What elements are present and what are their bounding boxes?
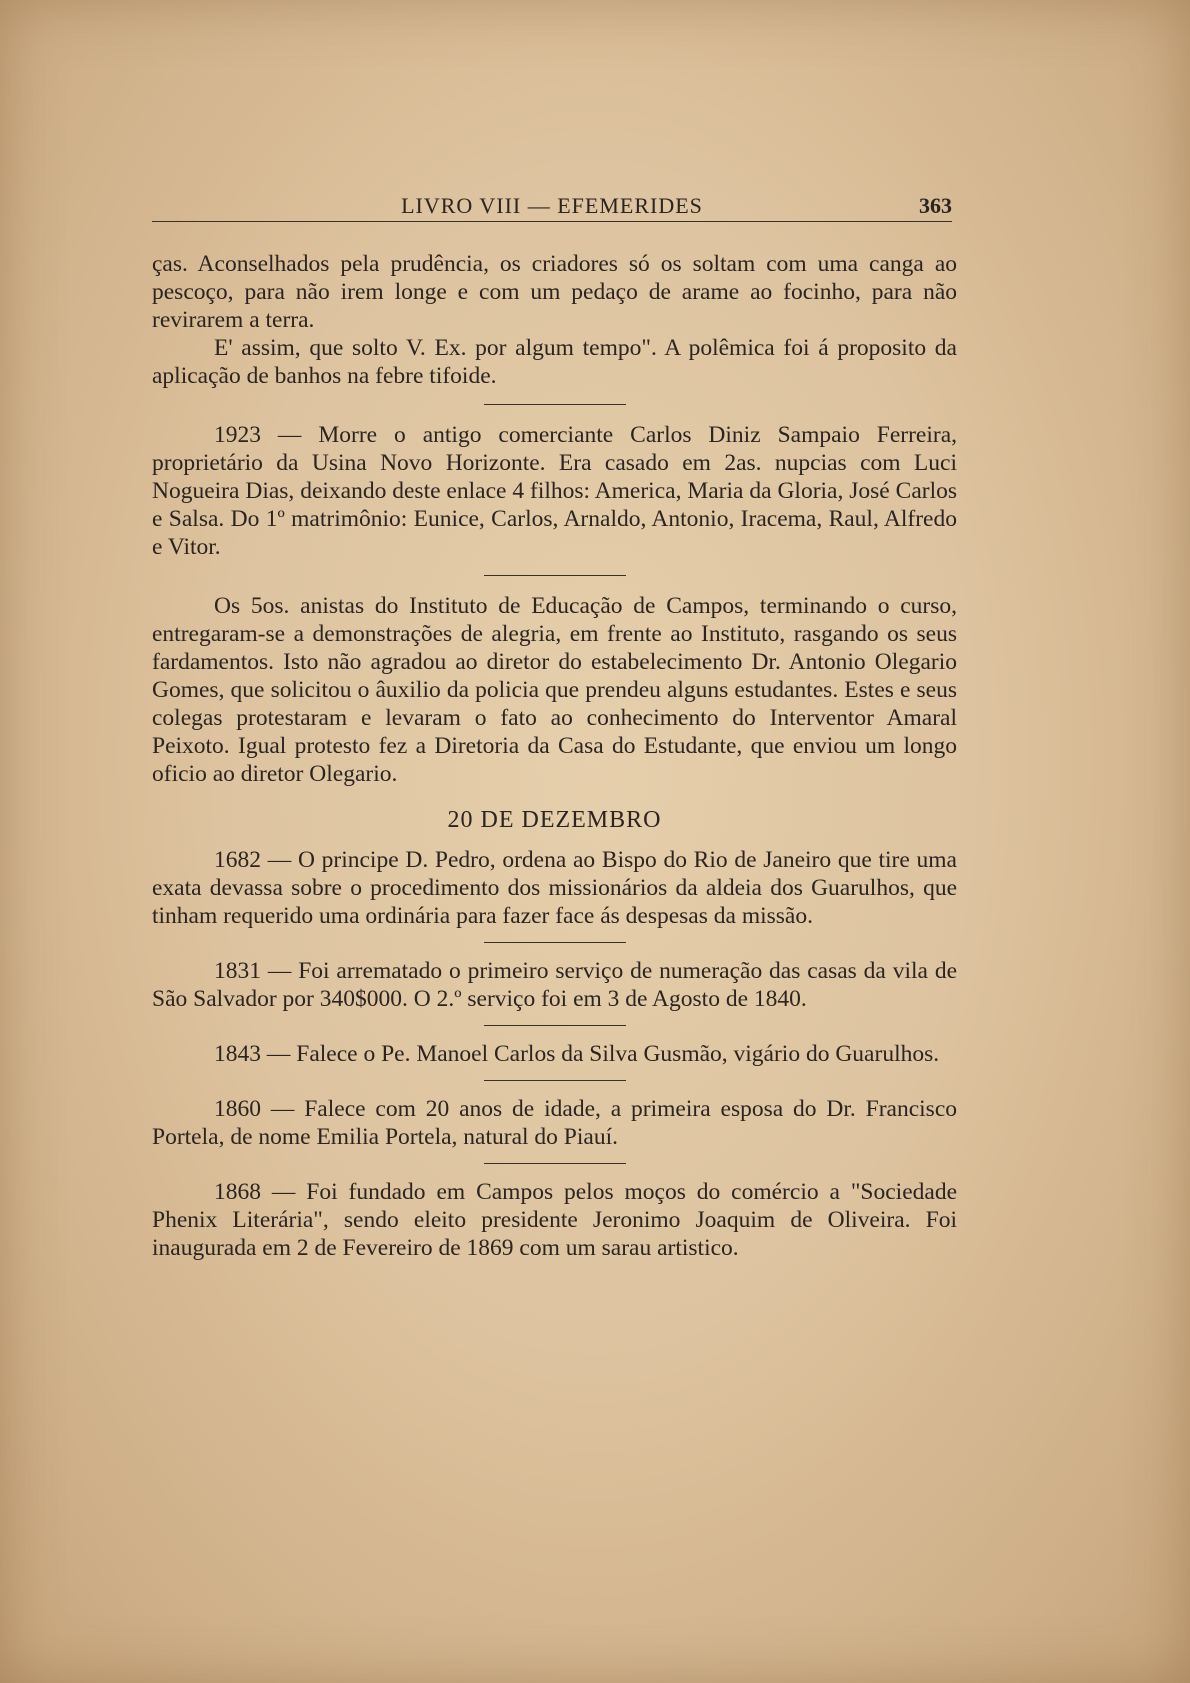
entry-1860: 1860 — Falece com 20 anos de idade, a primeira esposa do Dr. Francisco Portela, de nome Emilia Portela, natural do Piauí. (152, 1096, 957, 1150)
entry-1831: 1831 — Foi arrematado o primeiro serviço de numeração das casas da vila de São Salvador por 340$000. O 2.º serviço foi em 3 de Agosto de 1840. (152, 958, 957, 1012)
entry-1843: 1843 — Falece o Pe. Manoel Carlos da Silva Gusmão, vigário do Guarulhos. (214, 1041, 940, 1067)
entry-formandos: Os 5os. anistas do Instituto de Educação de Campos, terminando o curso, entregaram-se a demonstrações de alegria, em frente ao Instituto, rasgando os seus fardamentos. Isto não agradou ao diretor do estabelecimento Dr. Antonio Olegario Gomes, que solicitou o âuxilio da policia que prendeu alguns estudantes. Estes e seus colegas protestaram e levaram o fato ao conhecimento do Interventor Amaral Peixoto. Igual protesto fez a Diretoria da Casa do Estudante, que enviou um longo oficio ao diretor Olegario. (152, 593, 957, 787)
paragraph-continuation: ças. Aconselhados pela prudência, os criadores só os soltam com uma canga ao pescoço, para não irem longe e com um pedaço de arame ao focinho, para não revirarem a terra. (152, 251, 957, 333)
entry-1868: 1868 — Foi fundado em Campos pelos moços do comércio a "Sociedade Phenix Literária", sendo eleito presidente Jeronimo Joaquim de Oliveira. Foi inaugurada em 2 de Fevereiro de 1869 com um sarau artistico. (152, 1179, 957, 1261)
running-head-title: LIVRO VIII — EFEMERIDES (401, 193, 703, 218)
body-text (152, 250, 957, 1262)
entry-1682: 1682 — O principe D. Pedro, ordena ao Bispo do Rio de Janeiro que tire uma exata devassa sobre o procedimento dos missionários da aldeia dos Guarulhos, que tinham requerido uma ordinária para fazer face ás despesas da missão. (152, 847, 957, 929)
running-head (152, 191, 952, 225)
entry-separator (484, 1080, 626, 1081)
entry-separator (484, 1163, 626, 1164)
date-heading: 20 DE DEZEMBRO (447, 807, 662, 833)
paragraph-quote-end: E' assim, que solto V. Ex. por algum tempo". A polêmica foi á proposito da aplicação de banhos na febre tifoide. (152, 335, 957, 389)
entry-separator (484, 942, 626, 943)
entry-separator (484, 575, 626, 576)
page-number: 363 (919, 193, 952, 218)
entry-separator (484, 1025, 626, 1026)
entry-separator (484, 404, 626, 405)
header-rule (152, 221, 952, 222)
entry-1923: 1923 — Morre o antigo comerciante Carlos Diniz Sampaio Ferreira, proprietário da Usina Novo Horizonte. Era casado em 2as. nupcias com Luci Nogueira Dias, deixando deste enlace 4 filhos: America, Maria da Gloria, José Carlos e Salsa. Do 1º matrimônio: Eunice, Carlos, Arnaldo, Antonio, Iracema, Raul, Alfredo e Vitor. (152, 422, 957, 560)
